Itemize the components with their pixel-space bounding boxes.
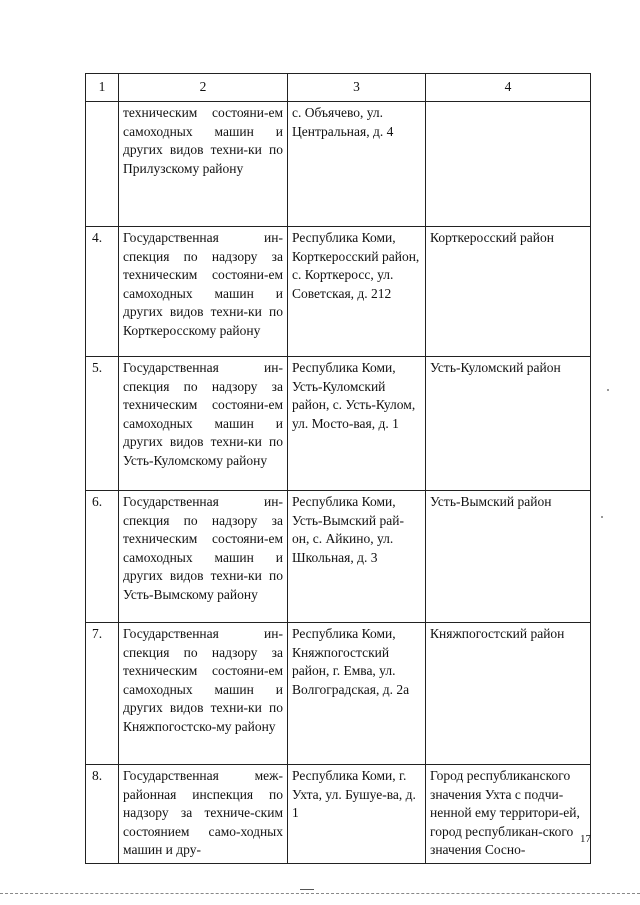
table-row <box>86 491 591 623</box>
scan-mark <box>300 889 314 890</box>
table-row <box>86 227 591 357</box>
area-cell: Княжпогостский район <box>426 623 591 765</box>
inspection-name: Государственная ин-спекция по надзору за техническим состояни-ем самоходных машин и других видов техни-ки по Корткеросскому району <box>119 227 288 357</box>
area-cell: Усть-Куломский район <box>426 357 591 491</box>
table-row <box>86 357 591 491</box>
inspection-name: Государственная ин-спекция по надзору за техническим состояни-ем самоходных машин и других видов техни-ки по Княжпогостско-му району <box>119 623 288 765</box>
page-number: 17 <box>580 833 591 845</box>
scan-speck <box>601 516 603 518</box>
table-row <box>86 623 591 765</box>
address-cell: Республика Коми, Усть-Вымский рай-он, с. Айкино, ул. Школьная, д. 3 <box>288 491 426 623</box>
header-cell: 2 <box>119 74 288 102</box>
header-cell: 3 <box>288 74 426 102</box>
inspection-name: Государственная ин-спекция по надзору за техническим состояни-ем самоходных машин и других видов техни-ки по Усть-Куломскому району <box>119 357 288 491</box>
table-row <box>86 102 591 227</box>
header-cell: 4 <box>426 74 591 102</box>
inspection-name: техническим состояни-ем самоходных машин и других видов техни-ки по Прилузскому району <box>119 102 288 227</box>
table-row <box>86 765 591 864</box>
inspection-name: Государственная меж-районная инспекция по надзору за техниче-ским состоянием само-ходных машин и дру- <box>119 765 288 864</box>
row-number: 7. <box>86 623 119 765</box>
row-number: 6. <box>86 491 119 623</box>
inspection-name: Государственная ин-спекция по надзору за техническим состояни-ем самоходных машин и других видов техни-ки по Усть-Вымскому району <box>119 491 288 623</box>
address-cell: Республика Коми, г. Ухта, ул. Бушуе-ва, д. 1 <box>288 765 426 864</box>
area-cell: Усть-Вымский район <box>426 491 591 623</box>
scan-speck <box>607 389 609 391</box>
row-number: 8. <box>86 765 119 864</box>
row-number: 5. <box>86 357 119 491</box>
address-cell: с. Объячево, ул. Центральная, д. 4 <box>288 102 426 227</box>
address-cell: Республика Коми, Усть-Куломский район, с. Усть-Кулом, ул. Мосто-вая, д. 1 <box>288 357 426 491</box>
address-cell: Республика Коми, Корткеросский район, с. Корткеросс, ул. Советская, д. 212 <box>288 227 426 357</box>
address-cell: Республика Коми, Княжпогостский район, г. Емва, ул. Волгоградская, д. 2а <box>288 623 426 765</box>
area-cell <box>426 102 591 227</box>
area-cell: Город республиканского значения Ухта с подчи-ненной ему территори-ей, город республикан-ского значения Сосно- <box>426 765 591 864</box>
area-cell: Корткеросский район <box>426 227 591 357</box>
table-header-row <box>86 74 591 102</box>
scan-edge-line <box>0 893 640 894</box>
row-number <box>86 102 119 227</box>
organizations-table <box>85 73 591 864</box>
header-cell: 1 <box>86 74 119 102</box>
row-number: 4. <box>86 227 119 357</box>
